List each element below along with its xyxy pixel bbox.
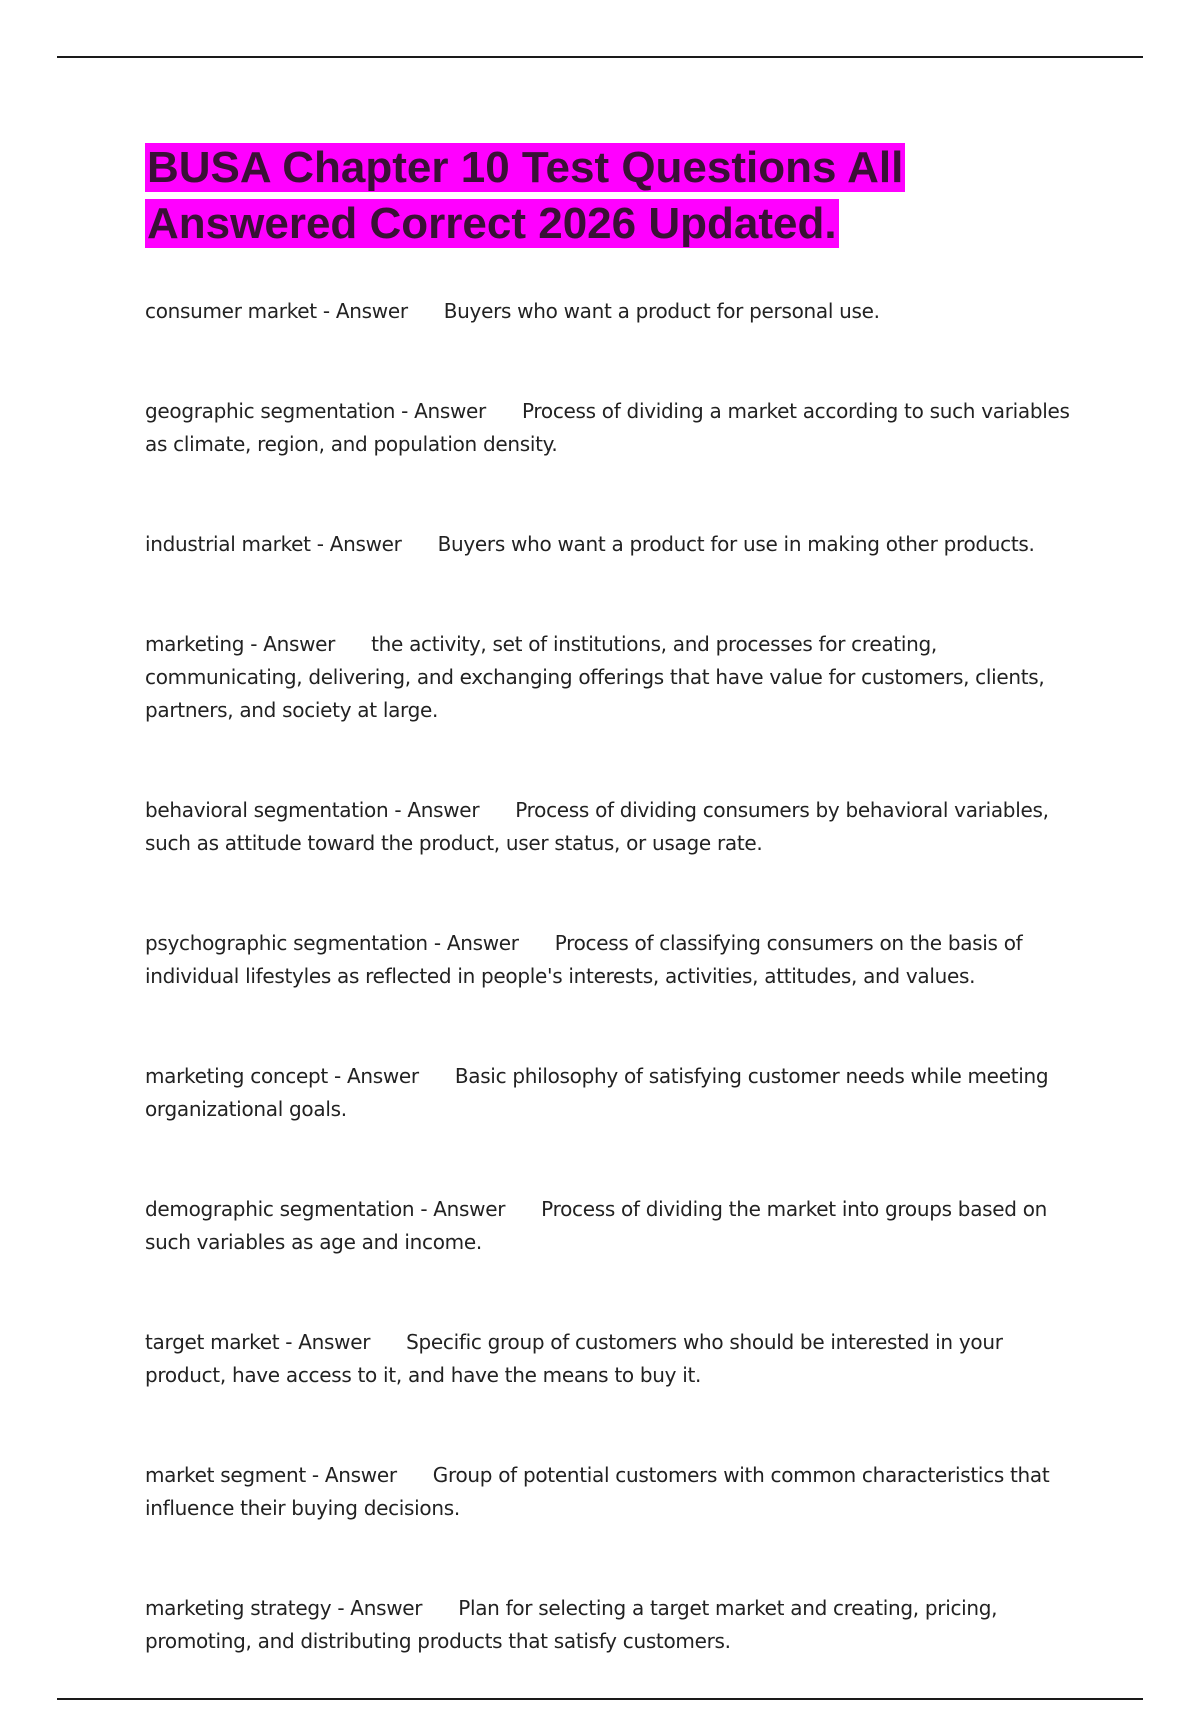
qa-list bbox=[145, 295, 1080, 1658]
entry-definition: Process of dividing consumers by behavioral variables, such as attitude toward the product, user status, or usage rate. bbox=[145, 798, 1049, 855]
entry-term: marketing - Answer bbox=[145, 632, 336, 656]
entry-definition: the activity, set of institutions, and processes for creating, communicating, delivering, and exchanging offerings that have value for customers, clients, partners, and society at large. bbox=[145, 632, 1045, 722]
entry-definition: Buyers who want a product for personal use. bbox=[443, 299, 880, 323]
title-highlight: BUSA Chapter 10 Test Questions All Answered Correct 2026 Updated. bbox=[147, 143, 904, 248]
entry-definition: Process of dividing a market according to such variables as climate, region, and population density. bbox=[145, 399, 1070, 456]
entry-definition: Group of potential customers with common characteristics that influence their buying decisions. bbox=[145, 1463, 1050, 1520]
entry-definition: Specific group of customers who should be interested in your product, have access to it, and have the means to buy it. bbox=[145, 1330, 1003, 1387]
entry-definition: Buyers who want a product for use in making other products. bbox=[437, 532, 1035, 556]
entry-definition: Plan for selecting a target market and creating, pricing, promoting, and distributing products that satisfy customers. bbox=[145, 1596, 998, 1653]
qa-entry bbox=[145, 1459, 1080, 1525]
qa-entry bbox=[145, 395, 1080, 461]
entry-term: demographic segmentation - Answer bbox=[145, 1197, 506, 1221]
entry-term: target market - Answer bbox=[145, 1330, 371, 1354]
entry-term: geographic segmentation - Answer bbox=[145, 399, 486, 423]
qa-entry bbox=[145, 1592, 1080, 1658]
qa-entry bbox=[145, 1193, 1080, 1259]
top-divider bbox=[57, 56, 1143, 58]
qa-entry bbox=[145, 794, 1080, 860]
entry-term: industrial market - Answer bbox=[145, 532, 402, 556]
entry-term: psychographic segmentation - Answer bbox=[145, 931, 519, 955]
qa-entry bbox=[145, 295, 1080, 328]
entry-definition: Process of dividing the market into groups based on such variables as age and income. bbox=[145, 1197, 1048, 1254]
entry-term: marketing concept - Answer bbox=[145, 1064, 419, 1088]
entry-term: marketing strategy - Answer bbox=[145, 1596, 423, 1620]
qa-entry bbox=[145, 1060, 1080, 1126]
qa-entry bbox=[145, 927, 1080, 993]
entry-term: consumer market - Answer bbox=[145, 299, 408, 323]
entry-term: behavioral segmentation - Answer bbox=[145, 798, 480, 822]
qa-entry bbox=[145, 628, 1080, 727]
entry-definition: Process of classifying consumers on the basis of individual lifestyles as reflected in people's interests, activities, attitudes, and values. bbox=[145, 931, 1023, 988]
document-body bbox=[145, 140, 1080, 1725]
qa-entry bbox=[145, 1326, 1080, 1392]
entry-definition: Basic philosophy of satisfying customer needs while meeting organizational goals. bbox=[145, 1064, 1049, 1121]
qa-entry bbox=[145, 528, 1080, 561]
document-title bbox=[145, 140, 1080, 252]
entry-term: market segment - Answer bbox=[145, 1463, 397, 1487]
